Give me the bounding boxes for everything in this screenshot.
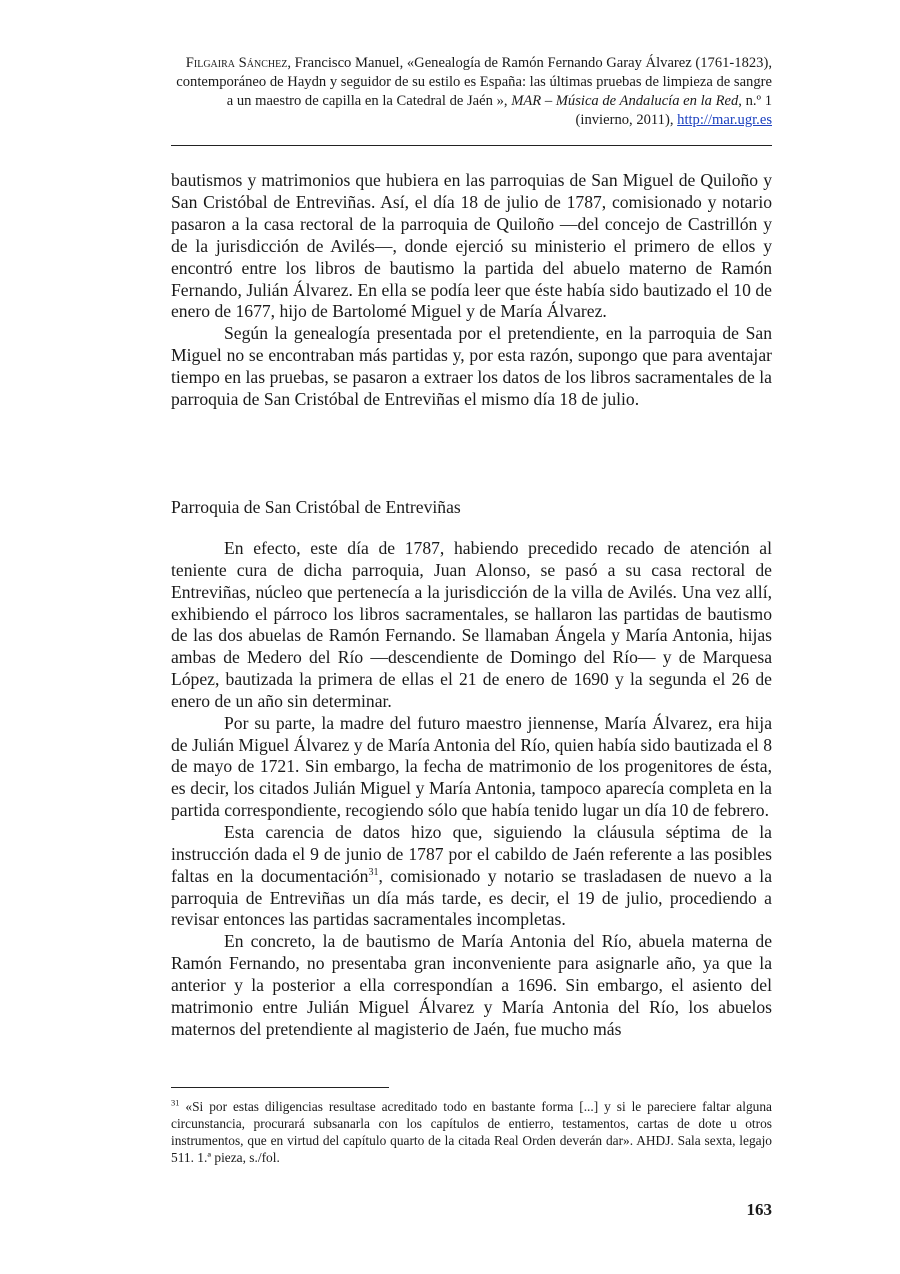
footnote-text: «Si por estas diligencias resultase acreditado todo en bastante forma [...] y si le pareciere faltar alguna circunstancia, procurará subsanarla con los capítulos de entierro, testamentos, cartas de dote u otros instrumentos, que en virtud del capítulo quarto de la citada Real Orden deverán dar». AHDJ. Sala sexta, legajo 511. 1.ª pieza, s./fol. [171, 1099, 772, 1165]
footnote [171, 1098, 772, 1166]
body-text-block [171, 170, 772, 411]
section-heading: Parroquia de San Cristóbal de Entreviñas [171, 497, 461, 517]
section-body [171, 538, 772, 1040]
header-url-link[interactable]: http://mar.ugr.es [677, 112, 772, 128]
header-divider [171, 145, 772, 146]
running-header [168, 54, 772, 130]
header-author-name: Filgaira Sánchez [185, 55, 288, 71]
footnote-number: 31 [171, 1097, 180, 1108]
page-number: 163 [746, 1200, 772, 1219]
paragraph: En efecto, este día de 1787, habiendo precedido recado de atención al teniente cura de dicha parroquia, Juan Alonso, se pasó a su casa rectoral de Entreviñas, núcleo que pertenecía a la jurisdicción de la villa de Avilés. Una vez allí, exhibiendo el párroco los libros sacramentales, se hallaron las partidas de bautismo de las dos abuelas de Ramón Fernando. Se llamaban Ángela y María Antonia, hijas ambas de Medero del Río —descendiente de Domingo del Río— y de Marquesa López, bautizada la primera de ellas el 21 de enero de 1690 y la segunda el 26 de enero de un año sin determinar. [171, 538, 772, 711]
paragraph [171, 822, 772, 931]
footnote-divider [171, 1087, 389, 1088]
paragraph: Según la genealogía presentada por el pretendiente, en la parroquia de San Miguel no se encontraban más partidas y, por esta razón, supongo que para aventajar tiempo en las pruebas, se pasaron a extraer los datos de los libros sacramentales de la parroquia de San Cristóbal de Entreviñas el mismo día 18 de julio. [171, 323, 772, 410]
footnote-reference[interactable]: 31 [368, 866, 379, 878]
paragraph-text: , comisionado y notario se trasladasen de nuevo a la parroquia de Entreviñas un día más tarde, es decir, el 19 de julio, procediendo a revisar entonces las partidas sacramentales incompletas. [171, 865, 773, 930]
paragraph-text: Esta carencia de datos hizo que, siguiendo la cláusula séptima de la instrucción dada el 9 de junio de 1787 por el cabildo de Jaén referente a las posibles faltas en la documentación [171, 821, 772, 886]
header-journal-title: MAR – Música de Andalucía en la Red [511, 93, 739, 109]
paragraph: En concreto, la de bautismo de María Antonia del Río, abuela materna de Ramón Fernando, no presentaba gran inconveniente para asignarle año, ya que la anterior y la posterior a ella correspondían a 1696. Sin embargo, el asiento del matrimonio entre Julián Miguel Álvarez y María Antonia del Río, los abuelos maternos del pretendiente al magisterio de Jaén, fue mucho más [171, 931, 772, 1039]
header-citation: , Francisco Manuel, «Genealogía de Ramón Fernando Garay Álvarez (1761-1823), contemporáneo de Haydn y seguidor de su estilo es España: las últimas pruebas de limpieza de sangre a un maestro de capilla en la Catedral de Jaén », [176, 55, 772, 109]
paragraph: Por su parte, la madre del futuro maestro jiennense, María Álvarez, era hija de Julián Miguel Álvarez y de María Antonia del Río, quien había sido bautizada el 8 de mayo de 1721. Sin embargo, la fecha de matrimonio de los progenitores de ésta, es decir, los citados Julián Miguel y María Antonia, tampoco aparecía completa en la partida correspondiente, recogiendo sólo que había tenido lugar un día 10 de febrero. [171, 712, 772, 821]
paragraph: bautismos y matrimonios que hubiera en las parroquias de San Miguel de Quiloño y San Cristóbal de Entreviñas. Así, el día 18 de julio de 1787, comisionado y notario pasaron a la casa rectoral de la parroquia de Quiloño —del concejo de Castrillón y de la jurisdicción de Avilés—, donde ejerció su ministerio el primero de ellos y encontró entre los libros de bautismo la partida del abuelo materno de Ramón Fernando, Julián Álvarez. En ella se podía leer que éste había sido bautizado el 10 de enero de 1677, hijo de Bartolomé Miguel y de María Álvarez. [171, 170, 772, 322]
header-issue: , n.º 1 (invierno, 2011), [575, 93, 772, 128]
